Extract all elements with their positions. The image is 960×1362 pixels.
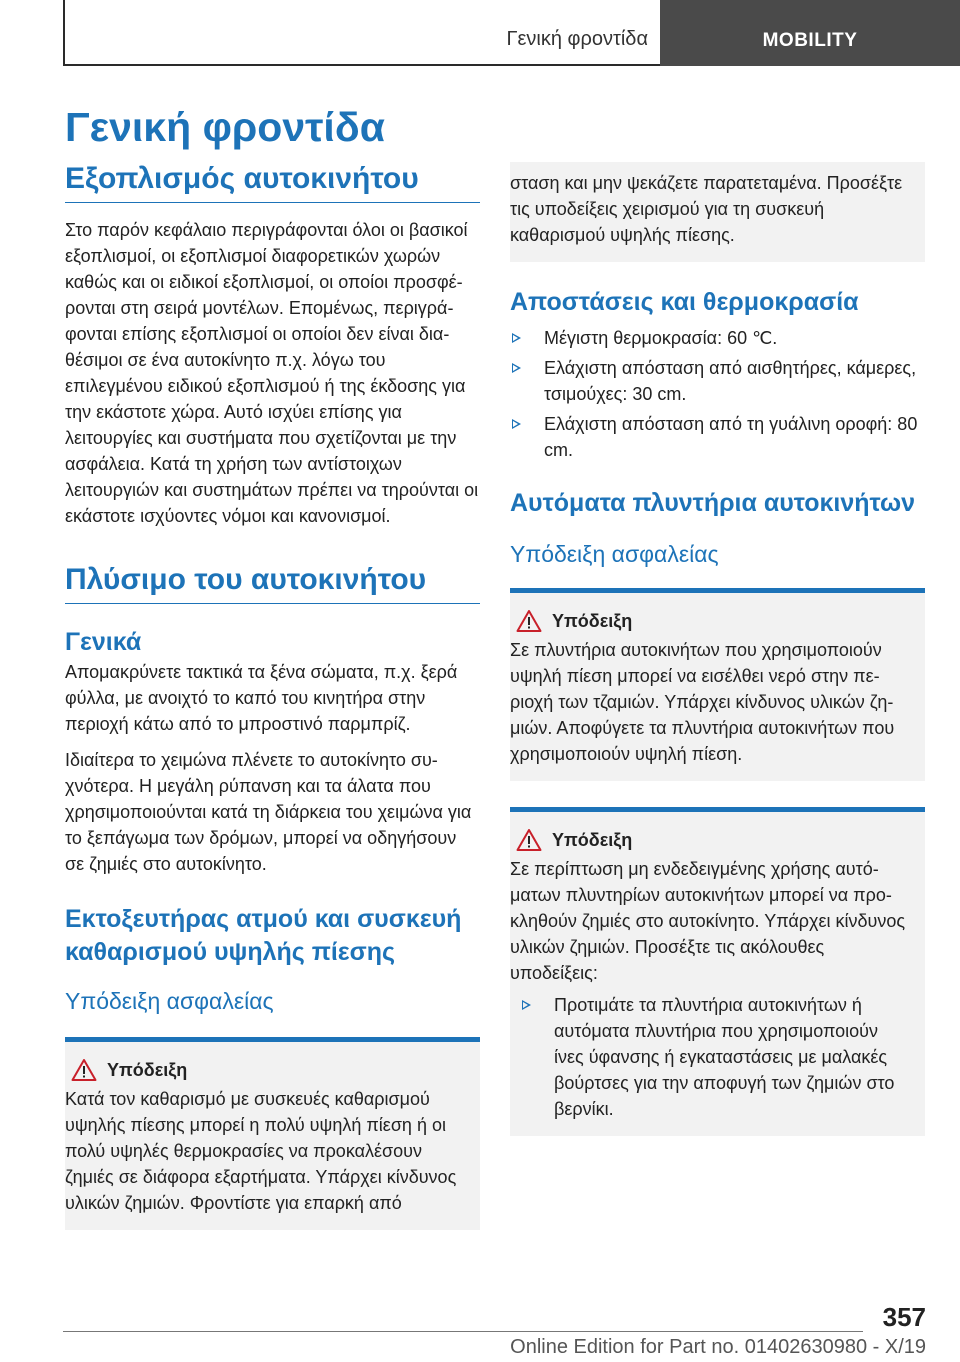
safety-heading-right: Υπόδειξη ασφαλείας [510,541,719,567]
note-box-right-2 [510,807,925,1136]
list-item: Ελάχιστη απόσταση από τη γυάλινη οροφή: 80 cm. [510,411,925,463]
list-item: Ελάχιστη απόσταση από αισθητήρες, κάμερες, τσιμούχες: 30 cm. [510,355,925,407]
note-text: Σε πλυντήρια αυτοκινήτων που χρησιμοποιούν υψηλή πίεση μπορεί να εισέλθει νερό στην περιοχή των τζαμιών. Υπάρχει κίνδυνος υλικών ζημιών. Αποφύγετε τα πλυντήρια αυτοκινήτων που χρησιμοποιούν υψηλή πίεση. [510,640,895,764]
footer-edition: Online Edition for Part no. 01402630980 - X/19 [510,1336,926,1358]
equipment-text: Στο παρόν κεφάλαιο περιγράφονται όλοι οι βασικοί εξοπλισμοί, οι εξοπλισμοί διαφορετικών χωρών καθώς και οι ειδικοί εξοπλισμοί, οι οποίοι προσφέρονται στη σειρά μοντέλων. Επομένως, περιγράφονται επίσης εξοπλισμοί οι οποίοι δεν είναι διαθέσιμοι σε ένα αυτοκίνητο π.χ. λόγω του επιλεγμένου ειδικού εξοπλισμού ή της έκδοσης για την εκάστοτε χώρα. Αυτό ισχύει επίσης για λειτουργίες και συστήματα που σχετίζονται με την ασφάλεια. Κατά τη χρήση των αντίστοιχων λειτουργιών και συστημάτων πρέπει να τηρούνται οι εκάστοτε ισχύοντες νόμοι και κανονισμοί. [65,220,479,526]
equipment-heading: Εξοπλισμός αυτοκινήτου [65,162,480,203]
triangle-bullet-icon [512,363,521,373]
triangle-bullet-icon [512,333,521,343]
page-number: 357 [882,1302,926,1332]
page-title: Γενική φροντίδα [65,104,385,150]
note-head [516,828,911,852]
triangle-bullet-icon [512,419,521,429]
list-item: Προτιμάτε τα πλυντήρια αυτοκινήτων ή αυτόματα πλυντήρια που χρησιμοποιούν ίνες ύφανσης ή εγκαταστάσεις με μαλακές βούρτσες για την αποφυγή των ζημιών στο βερνίκι. [520,992,911,1122]
distance-list [510,325,925,463]
footer-rule [63,1331,863,1332]
wash-heading: Πλύσιμο του αυτοκινήτου [65,563,480,604]
header-chapter-tab[interactable]: MOBILITY [660,0,960,66]
note-title: Υπόδειξη [107,1059,188,1080]
distance-heading: Αποστάσεις και θερμοκρασία [510,288,859,316]
note-head [516,609,911,633]
note-box-right-1 [510,588,925,781]
note-box-continued [510,162,925,262]
note-list [520,992,911,1122]
auto-wash-heading: Αυτόματα πλυντήρια αυτοκινήτων [510,489,916,517]
right-column [510,162,925,1136]
note-text: Σε περίπτωση μη ενδεδειγμένης χρήσης αυτόματων πλυντηρίων αυτοκινήτων μπορεί να προκληθούν ζημιές στο αυτοκίνητο. Υπάρχει κίνδυνος υλικών ζημιών. Προσέξτε τις ακόλουθες υποδείξεις: [510,859,906,983]
header-base-rule [63,64,660,66]
triangle-bullet-icon [522,1000,531,1010]
warning-triangle-icon [516,609,542,633]
header-section: Γενική φροντίδα [506,28,648,50]
general-paragraph-2: Ιδιαίτερα το χειμώνα πλένετε το αυτοκίνητο συχνότερα. Η μεγάλη ρύπανση και τα άλατα που χρησιμοποιούνται κατά τη διάρκεια του χειμώνα για το ξεπάγωμα των δρόμων, μπορεί να οδηγήσουν σε ζημιές στο αυτοκίνητο. [65,750,472,874]
note-head [71,1058,466,1082]
note-title: Υπόδειξη [552,829,633,850]
note-continued-text: σταση και μην ψεκάζετε παρατεταμένα. Προσέξτε τις υποδείξεις χειρισμού για τη συσκευή καθαρισμού υψηλής πίεσης. [510,173,903,245]
note-box-left [65,1037,480,1230]
steam-heading: Εκτοξευτήρας ατμού και συσκευή καθαρισμού υψηλής πίεσης [65,905,462,966]
general-paragraph-1: Απομακρύνετε τακτικά τα ξένα σώματα, π.χ. ξερά φύλλα, με ανοιχτό το καπό του κινητήρα στην περιοχή κάτω από το μπροστινό παρμπρίζ. [65,662,458,734]
note-title: Υπόδειξη [552,610,633,631]
warning-triangle-icon [516,828,542,852]
safety-heading-left: Υπόδειξη ασφαλείας [65,988,274,1014]
header-left-rule [63,0,65,66]
warning-triangle-icon [71,1058,97,1082]
general-heading: Γενικά [65,628,142,656]
left-column [65,162,480,1230]
note-text: Κατά τον καθαρισμό με συσκευές καθαρισμού υψηλής πίεσης μπορεί η πολύ υψηλή πίεση ή οι πολύ υψηλές θερμοκρασίες να προκαλέσουν ζημιές σε διάφορα εξαρτήματα. Υπάρχει κίνδυνος υλικών ζημιών. Φροντίστε για επαρκή από [65,1089,457,1213]
list-item: Μέγιστη θερμοκρασία: 60 ℃. [510,325,925,351]
